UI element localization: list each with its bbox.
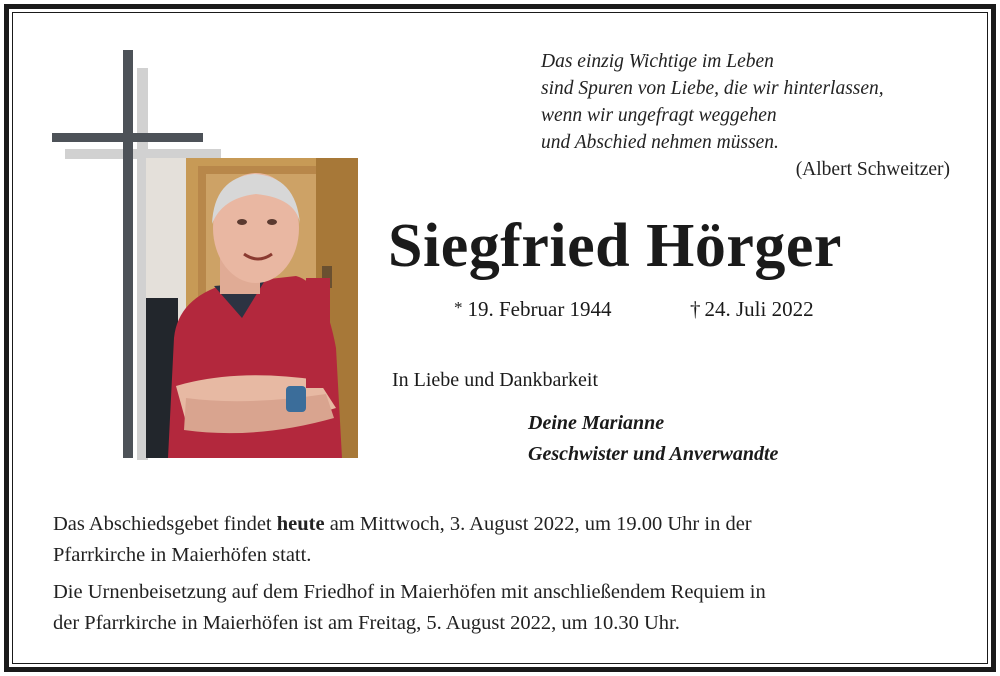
- quote-line: und Abschied nehmen müssen.: [541, 132, 779, 153]
- burial-notice: [53, 577, 963, 639]
- mourner-line: Deine Marianne: [528, 412, 665, 434]
- mourners-list: [528, 408, 778, 470]
- service-text: am Mittwoch, 3. August 2022, um 19.00 Uhr in der: [324, 513, 752, 535]
- service-today: heute: [276, 513, 325, 535]
- birth-date-text: 19. Februar 1944: [467, 297, 612, 321]
- service-text: Das Abschiedsgebet findet: [53, 513, 277, 535]
- death-cross-icon: †: [690, 297, 701, 321]
- death-date: [690, 297, 814, 322]
- birth-date: [454, 297, 612, 322]
- service-line: [53, 509, 963, 540]
- quote-text: [541, 48, 961, 156]
- death-date-text: 24. Juli 2022: [704, 297, 814, 321]
- service-line: Pfarrkirche in Maierhöfen statt.: [53, 544, 312, 566]
- deceased-name: Siegfried Hörger: [388, 212, 842, 280]
- burial-line: Die Urnenbeisetzung auf dem Friedhof in Maierhöfen mit anschließendem Requiem in: [53, 581, 766, 603]
- birth-star-icon: *: [454, 298, 463, 317]
- quote-line: sind Spuren von Liebe, die wir hinterlassen,: [541, 78, 884, 99]
- quote-line: Das einzig Wichtige im Leben: [541, 51, 774, 72]
- mourner-line: Geschwister und Anverwandte: [528, 443, 779, 465]
- quote-line: wenn wir ungefragt weggehen: [541, 105, 777, 126]
- burial-line: der Pfarrkirche in Maierhöfen ist am Freitag, 5. August 2022, um 10.30 Uhr.: [53, 612, 680, 634]
- service-notice: [53, 509, 963, 571]
- gratitude-text: In Liebe und Dankbarkeit: [392, 369, 599, 391]
- portrait-photo: [146, 158, 358, 458]
- quote-author: (Albert Schweitzer): [795, 159, 950, 180]
